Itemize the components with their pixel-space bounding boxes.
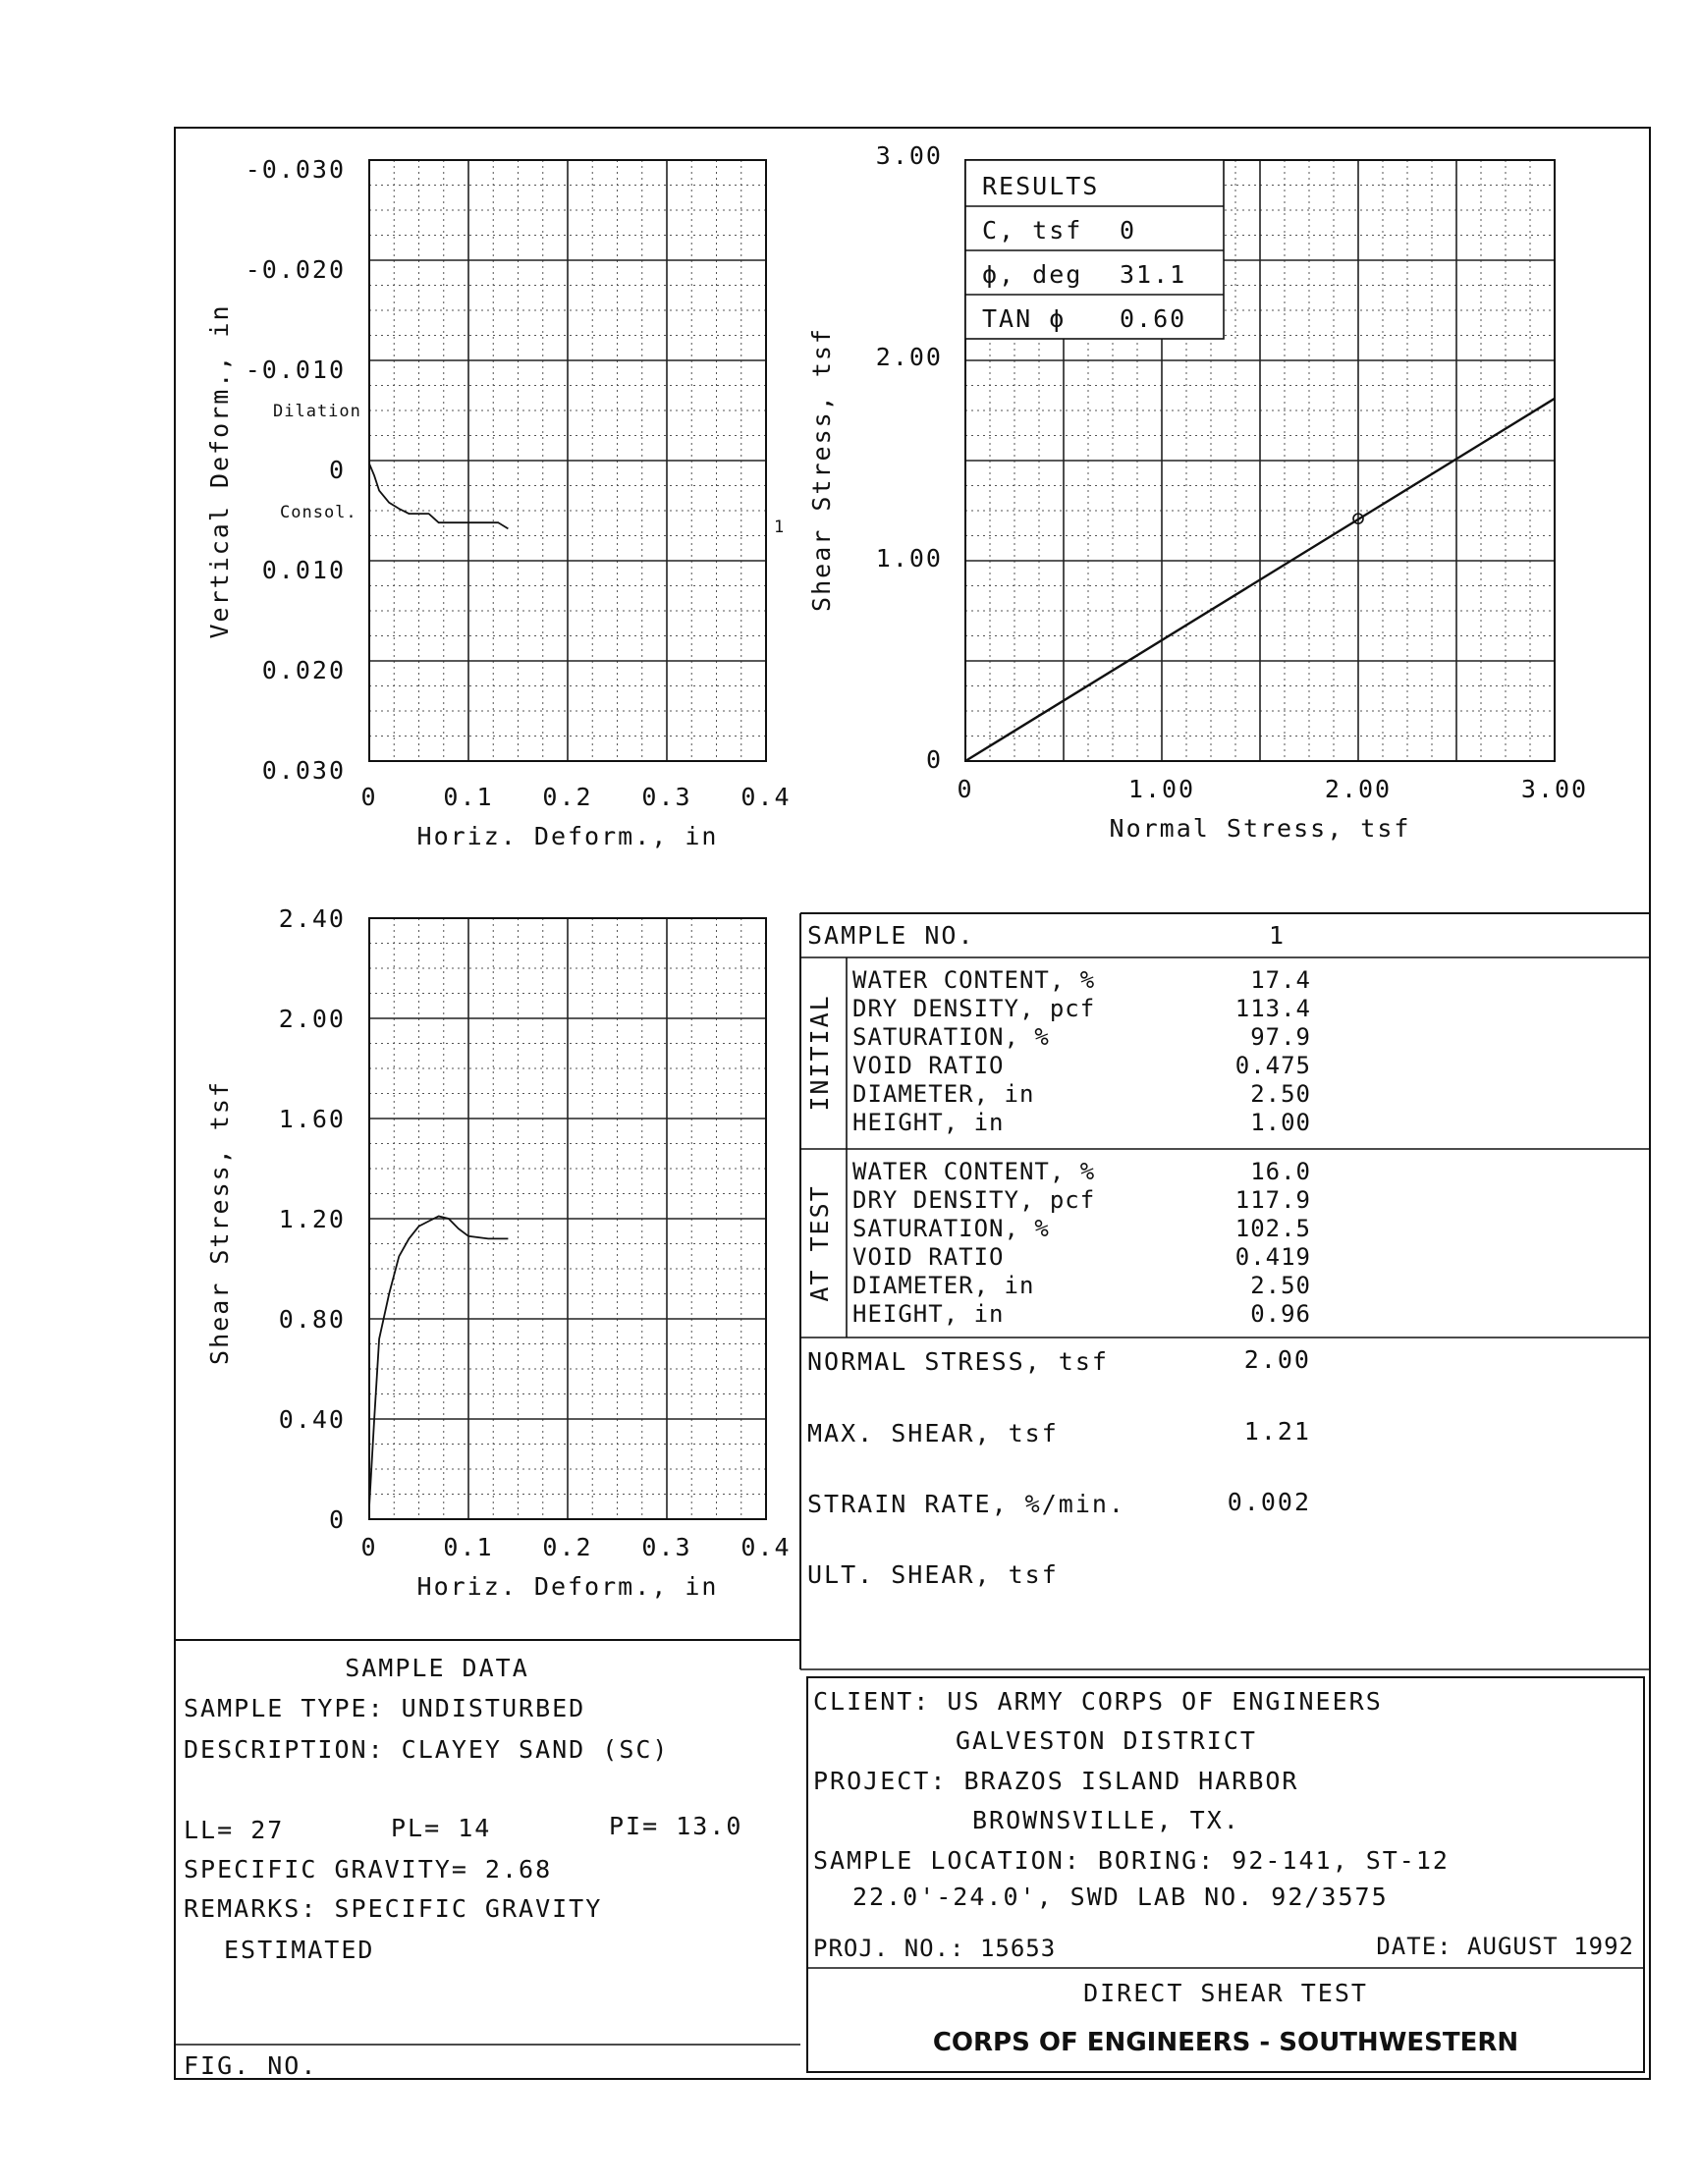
at-test-row-value: 117.9 [1234, 1186, 1311, 1214]
project-line-2: BROWNSVILLE, TX. [972, 1806, 1240, 1834]
chart2-y-ticks [876, 141, 943, 774]
sample-type-line: SAMPLE TYPE: UNDISTURBED [184, 1694, 586, 1722]
at-test-row-label: SATURATION, % [852, 1215, 1050, 1242]
normal-stress-value: 2.00 [1243, 1345, 1311, 1374]
chart2-y-tick: 3.00 [875, 141, 943, 170]
proj-no: PROJ. NO.: 15653 [813, 1935, 1057, 1962]
results-phi-value: 31.1 [1120, 260, 1187, 289]
chart2-x-tick: 2.00 [1324, 775, 1393, 803]
at-test-row-value: 16.0 [1250, 1158, 1311, 1185]
chart1-y-tick: 0.030 [261, 756, 346, 785]
at-test-section-label: AT TEST [805, 1184, 834, 1302]
sample-data-block [175, 1640, 800, 2080]
initial-row-label: DRY DENSITY, pcf [852, 995, 1096, 1022]
chart2-y-label: Shear Stress, tsf [807, 327, 836, 612]
chart3-x-tick: 0.1 [443, 1533, 494, 1561]
at-test-row-label: VOID RATIO [852, 1243, 1005, 1271]
chart3-y-tick: 2.40 [278, 904, 346, 933]
chart3-x-tick: 0.3 [641, 1533, 692, 1561]
chart3-grid [369, 918, 766, 1519]
organization-name: CORPS OF ENGINEERS - SOUTHWESTERN [932, 2028, 1519, 2057]
results-box [965, 160, 1224, 339]
shear-deform-chart [205, 904, 792, 1601]
initial-row-value: 2.50 [1250, 1080, 1311, 1108]
chart1-y-tick: 0.010 [261, 556, 346, 584]
chart1-x-tick: 0.3 [641, 783, 692, 811]
chart1-x-tick: 0.1 [443, 783, 494, 811]
chart1-y-tick: -0.030 [245, 155, 346, 184]
at-test-row-value: 0.419 [1234, 1243, 1311, 1271]
strain-rate-value: 0.002 [1227, 1488, 1311, 1516]
chart3-y-tick: 0 [328, 1505, 346, 1534]
project-line-1: PROJECT: BRAZOS ISLAND HARBOR [813, 1767, 1299, 1795]
chart3-y-tick: 2.00 [278, 1005, 346, 1033]
chart1-x-tick: 0.4 [740, 783, 792, 811]
title-block [800, 1669, 1650, 2072]
pl-value: PL= 14 [391, 1814, 492, 1842]
chart1-consol-annotation: Consol. [280, 503, 357, 522]
results-phi-label: ϕ, deg [982, 260, 1083, 289]
chart3-x-tick: 0.2 [542, 1533, 593, 1561]
chart1-y-tick: -0.010 [245, 355, 346, 384]
chart1-x-label: Horiz. Deform., in [416, 822, 719, 850]
results-tanphi-label: TAN ϕ [982, 304, 1067, 333]
chart2-x-tick: 1.00 [1127, 775, 1196, 803]
at-test-row-value: 2.50 [1250, 1272, 1311, 1299]
description-line: DESCRIPTION: CLAYEY SAND (SC) [184, 1735, 670, 1764]
max-shear-label: MAX. SHEAR, tsf [807, 1419, 1059, 1447]
chart3-y-tick: 0.40 [278, 1405, 346, 1434]
chart2-y-tick: 1.00 [875, 544, 943, 573]
chart3-y-tick: 0.80 [278, 1305, 346, 1334]
initial-row-label: VOID RATIO [852, 1052, 1005, 1079]
chart1-grid [369, 160, 766, 761]
initial-row-value: 113.4 [1234, 995, 1311, 1022]
chart3-x-tick: 0.4 [740, 1533, 792, 1561]
at-test-row-value: 102.5 [1234, 1215, 1311, 1242]
location-line-2: 22.0'-24.0', SWD LAB NO. 92/3575 [852, 1883, 1389, 1911]
initial-section-label: INITIAL [805, 994, 834, 1112]
chart1-dilation-annotation: Dilation [273, 402, 361, 421]
sample-no-label: SAMPLE NO. [807, 921, 975, 950]
at-test-row-label: DIAMETER, in [852, 1272, 1035, 1299]
remarks-line-2: ESTIMATED [224, 1936, 375, 1964]
failure-envelope-chart [807, 141, 1588, 843]
pi-value: PI= 13.0 [609, 1812, 743, 1840]
results-c-value: 0 [1120, 216, 1137, 245]
client-line-1: CLIENT: US ARMY CORPS OF ENGINEERS [813, 1687, 1383, 1716]
initial-row-value: 17.4 [1250, 966, 1311, 994]
chart2-x-ticks [957, 775, 1588, 803]
strain-rate-label: STRAIN RATE, %/min. [807, 1490, 1125, 1518]
results-c-label: C, tsf [982, 216, 1083, 245]
chart3-y-label: Shear Stress, tsf [205, 1080, 234, 1365]
normal-stress-label: NORMAL STRESS, tsf [807, 1347, 1109, 1376]
chart3-y-tick: 1.60 [278, 1105, 346, 1133]
chart2-x-tick: 0 [957, 775, 974, 803]
at-test-row-label: WATER CONTENT, % [852, 1158, 1096, 1185]
chart2-x-tick: 3.00 [1520, 775, 1589, 803]
results-title: RESULTS [982, 172, 1100, 200]
max-shear-value: 1.21 [1243, 1417, 1311, 1446]
client-line-2: GALVESTON DISTRICT [956, 1726, 1257, 1755]
initial-row-value: 1.00 [1250, 1109, 1311, 1136]
chart3-shear-curve [369, 1217, 508, 1507]
chart1-y-label: Vertical Deform., in [205, 303, 234, 639]
chart1-y-ticks [246, 155, 346, 785]
initial-row-label: SATURATION, % [852, 1023, 1050, 1051]
vertical-deform-chart [205, 155, 792, 850]
initial-row-value: 97.9 [1250, 1023, 1311, 1051]
chart3-x-ticks [360, 1533, 791, 1561]
chart2-x-label: Normal Stress, tsf [1109, 814, 1411, 843]
at-test-row-label: HEIGHT, in [852, 1300, 1005, 1328]
chart1-y-tick: 0 [328, 456, 346, 484]
sample-properties-table [800, 913, 1650, 1669]
chart2-y-tick: 0 [925, 745, 943, 774]
date: DATE: AUGUST 1992 [1376, 1933, 1634, 1960]
specific-gravity-line: SPECIFIC GRAVITY= 2.68 [184, 1855, 553, 1884]
initial-row-label: WATER CONTENT, % [852, 966, 1096, 994]
chart3-x-label: Horiz. Deform., in [416, 1572, 719, 1601]
ll-value: LL= 27 [184, 1816, 285, 1844]
chart1-x-ticks [360, 783, 791, 811]
remarks-line-1: REMARKS: SPECIFIC GRAVITY [184, 1894, 603, 1923]
chart3-y-tick: 1.20 [278, 1205, 346, 1233]
results-tanphi-value: 0.60 [1120, 304, 1187, 333]
location-line-1: SAMPLE LOCATION: BORING: 92-141, ST-12 [813, 1846, 1450, 1875]
chart3-x-tick: 0 [360, 1533, 378, 1561]
at-test-row-value: 0.96 [1250, 1300, 1311, 1328]
at-test-row-label: DRY DENSITY, pcf [852, 1186, 1096, 1214]
initial-row-label: HEIGHT, in [852, 1109, 1005, 1136]
initial-row-value: 0.475 [1234, 1052, 1311, 1079]
sample-data-title: SAMPLE DATA [345, 1654, 529, 1682]
chart1-deform-curve [369, 464, 508, 528]
chart1-series-label: 1 [774, 518, 786, 537]
initial-row-label: DIAMETER, in [852, 1080, 1035, 1108]
fig-no-label: FIG. NO. [184, 2051, 318, 2080]
chart1-x-tick: 0.2 [542, 783, 593, 811]
sample-no-value: 1 [1269, 921, 1287, 950]
chart1-x-tick: 0 [360, 783, 378, 811]
chart3-y-ticks [279, 904, 346, 1534]
chart2-y-tick: 2.00 [875, 343, 943, 371]
chart1-y-tick: -0.020 [245, 255, 346, 284]
chart1-y-tick: 0.020 [261, 656, 346, 684]
ult-shear-label: ULT. SHEAR, tsf [807, 1560, 1059, 1589]
test-name: DIRECT SHEAR TEST [1083, 1979, 1368, 2007]
